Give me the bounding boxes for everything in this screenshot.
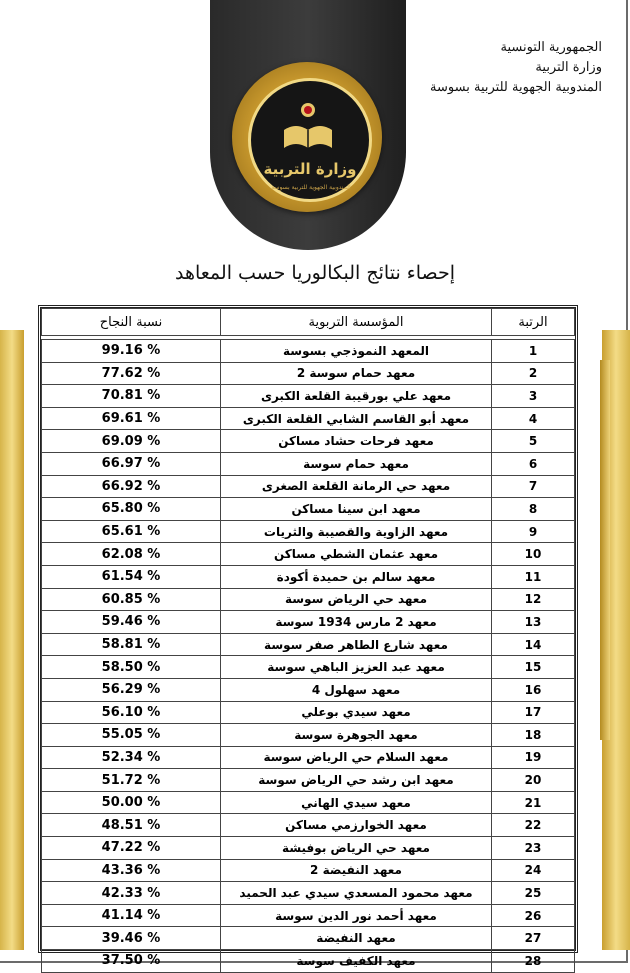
results-table-frame	[38, 305, 578, 969]
cell-school: المعهد النموذجي بسوسة	[221, 340, 492, 363]
gold-side-strip	[600, 360, 610, 740]
table-row	[42, 701, 575, 724]
cell-rank: 9	[492, 520, 575, 543]
cell-school: معهد سيدي الهاني	[221, 791, 492, 814]
cell-school: معهد أحمد نور الدين سوسة	[221, 904, 492, 927]
cell-success-rate: 56.29 %	[42, 678, 221, 701]
cell-success-rate: 56.10 %	[42, 701, 221, 724]
cell-rank: 19	[492, 746, 575, 769]
cell-success-rate: 69.61 %	[42, 407, 221, 430]
table-row	[42, 791, 575, 814]
cell-success-rate: 52.34 %	[42, 746, 221, 769]
header-school: المؤسسة التربوية	[221, 309, 492, 336]
cell-rank: 3	[492, 385, 575, 408]
cell-school: معهد الزاوية والقصيبة والثريات	[221, 520, 492, 543]
cell-rank: 11	[492, 565, 575, 588]
cell-rank: 16	[492, 678, 575, 701]
cell-success-rate: 66.97 %	[42, 452, 221, 475]
cell-school: معهد سهلول 4	[221, 678, 492, 701]
header-line-office: المندوبية الجهوية للتربية بسوسة	[430, 80, 602, 95]
cell-rank: 18	[492, 724, 575, 747]
cell-school: معهد الكفيف سوسة	[221, 950, 492, 973]
cell-school: معهد الخوارزمي مساكن	[221, 814, 492, 837]
table-row	[42, 475, 575, 498]
cell-rank: 23	[492, 837, 575, 860]
table-row	[42, 678, 575, 701]
cell-school: معهد فرحات حشاد مساكن	[221, 430, 492, 453]
cell-rank: 6	[492, 452, 575, 475]
gold-side-band-left	[0, 330, 24, 950]
results-table	[41, 308, 575, 973]
cell-rank: 21	[492, 791, 575, 814]
table-row	[42, 588, 575, 611]
table-row	[42, 385, 575, 408]
cell-success-rate: 39.46 %	[42, 927, 221, 950]
table-row	[42, 543, 575, 566]
cell-success-rate: 65.61 %	[42, 520, 221, 543]
cell-success-rate: 43.36 %	[42, 859, 221, 882]
cell-school: معهد حمام سوسة 2	[221, 362, 492, 385]
cell-success-rate: 50.00 %	[42, 791, 221, 814]
cell-success-rate: 62.08 %	[42, 543, 221, 566]
cell-school: معهد النفيضة	[221, 927, 492, 950]
cell-success-rate: 77.62 %	[42, 362, 221, 385]
table-row	[42, 611, 575, 634]
cell-rank: 12	[492, 588, 575, 611]
table-row	[42, 724, 575, 747]
cell-school: معهد ابن سينا مساكن	[221, 498, 492, 521]
cell-rank: 28	[492, 950, 575, 973]
cell-school: معهد حي الرياض سوسة	[221, 588, 492, 611]
cell-success-rate: 69.09 %	[42, 430, 221, 453]
cell-success-rate: 66.92 %	[42, 475, 221, 498]
table-row	[42, 882, 575, 905]
cell-success-rate: 55.05 %	[42, 724, 221, 747]
cell-school: معهد محمود المسعدي سيدي عبد الحميد	[221, 882, 492, 905]
table-header-row	[42, 309, 575, 336]
cell-rank: 14	[492, 633, 575, 656]
open-book-icon	[278, 100, 338, 156]
cell-success-rate: 61.54 %	[42, 565, 221, 588]
header-success-rate: نسبة النجاح	[42, 309, 221, 336]
cell-school: معهد السلام حي الرياض سوسة	[221, 746, 492, 769]
header-block	[430, 38, 602, 98]
cell-school: معهد علي بورقيبة القلعة الكبرى	[221, 385, 492, 408]
cell-success-rate: 60.85 %	[42, 588, 221, 611]
emblem-title: وزارة التربية	[263, 160, 357, 178]
table-row	[42, 633, 575, 656]
cell-school: معهد 2 مارس 1934 سوسة	[221, 611, 492, 634]
header-rank: الرتبة	[492, 309, 575, 336]
cell-rank: 10	[492, 543, 575, 566]
cell-rank: 4	[492, 407, 575, 430]
cell-school: معهد حي الرمانة القلعة الصغرى	[221, 475, 492, 498]
cell-school: معهد سيدي بوعلي	[221, 701, 492, 724]
cell-rank: 15	[492, 656, 575, 679]
cell-success-rate: 58.50 %	[42, 656, 221, 679]
cell-rank: 24	[492, 859, 575, 882]
table-row	[42, 950, 575, 973]
table-row	[42, 520, 575, 543]
cell-school: معهد الجوهرة سوسة	[221, 724, 492, 747]
table-row	[42, 927, 575, 950]
table-row	[42, 452, 575, 475]
table-row	[42, 340, 575, 363]
cell-school: معهد ابن رشد حي الرياض سوسة	[221, 769, 492, 792]
cell-school: معهد النفيضة 2	[221, 859, 492, 882]
cell-rank: 7	[492, 475, 575, 498]
table-row	[42, 656, 575, 679]
cell-success-rate: 47.22 %	[42, 837, 221, 860]
cell-rank: 17	[492, 701, 575, 724]
cell-rank: 1	[492, 340, 575, 363]
cell-success-rate: 48.51 %	[42, 814, 221, 837]
cell-success-rate: 51.72 %	[42, 769, 221, 792]
cell-success-rate: 42.33 %	[42, 882, 221, 905]
table-row	[42, 565, 575, 588]
table-row	[42, 746, 575, 769]
emblem-subtitle: المندوبية الجهوية للتربية بسوسة	[271, 184, 351, 191]
cell-school: معهد شارع الطاهر صفر سوسة	[221, 633, 492, 656]
cell-success-rate: 41.14 %	[42, 904, 221, 927]
cell-rank: 26	[492, 904, 575, 927]
header-line-country: الجمهورية التونسية	[500, 40, 602, 55]
table-row	[42, 430, 575, 453]
page-title: إحصاء نتائج البكالوريا حسب المعاهد	[174, 262, 456, 284]
cell-success-rate: 58.81 %	[42, 633, 221, 656]
cell-rank: 25	[492, 882, 575, 905]
table-row	[42, 498, 575, 521]
table-row	[42, 362, 575, 385]
cell-rank: 27	[492, 927, 575, 950]
cell-rank: 13	[492, 611, 575, 634]
cell-school: معهد عبد العزيز الباهي سوسة	[221, 656, 492, 679]
cell-rank: 20	[492, 769, 575, 792]
table-row	[42, 837, 575, 860]
cell-success-rate: 65.80 %	[42, 498, 221, 521]
table-row	[42, 904, 575, 927]
cell-success-rate: 70.81 %	[42, 385, 221, 408]
cell-rank: 8	[492, 498, 575, 521]
cell-school: معهد حمام سوسة	[221, 452, 492, 475]
table-row	[42, 859, 575, 882]
table-row	[42, 769, 575, 792]
cell-success-rate: 59.46 %	[42, 611, 221, 634]
cell-school: معهد أبو القاسم الشابي القلعة الكبرى	[221, 407, 492, 430]
cell-rank: 22	[492, 814, 575, 837]
header-line-ministry: وزارة التربية	[535, 60, 602, 75]
cell-school: معهد حي الرياض بوفيشة	[221, 837, 492, 860]
table-row	[42, 814, 575, 837]
cell-success-rate: 37.50 %	[42, 950, 221, 973]
table-row	[42, 407, 575, 430]
cell-success-rate: 99.16 %	[42, 340, 221, 363]
cell-school: معهد عثمان الشطي مساكن	[221, 543, 492, 566]
cell-school: معهد سالم بن حميدة أكودة	[221, 565, 492, 588]
cell-rank: 5	[492, 430, 575, 453]
cell-rank: 2	[492, 362, 575, 385]
